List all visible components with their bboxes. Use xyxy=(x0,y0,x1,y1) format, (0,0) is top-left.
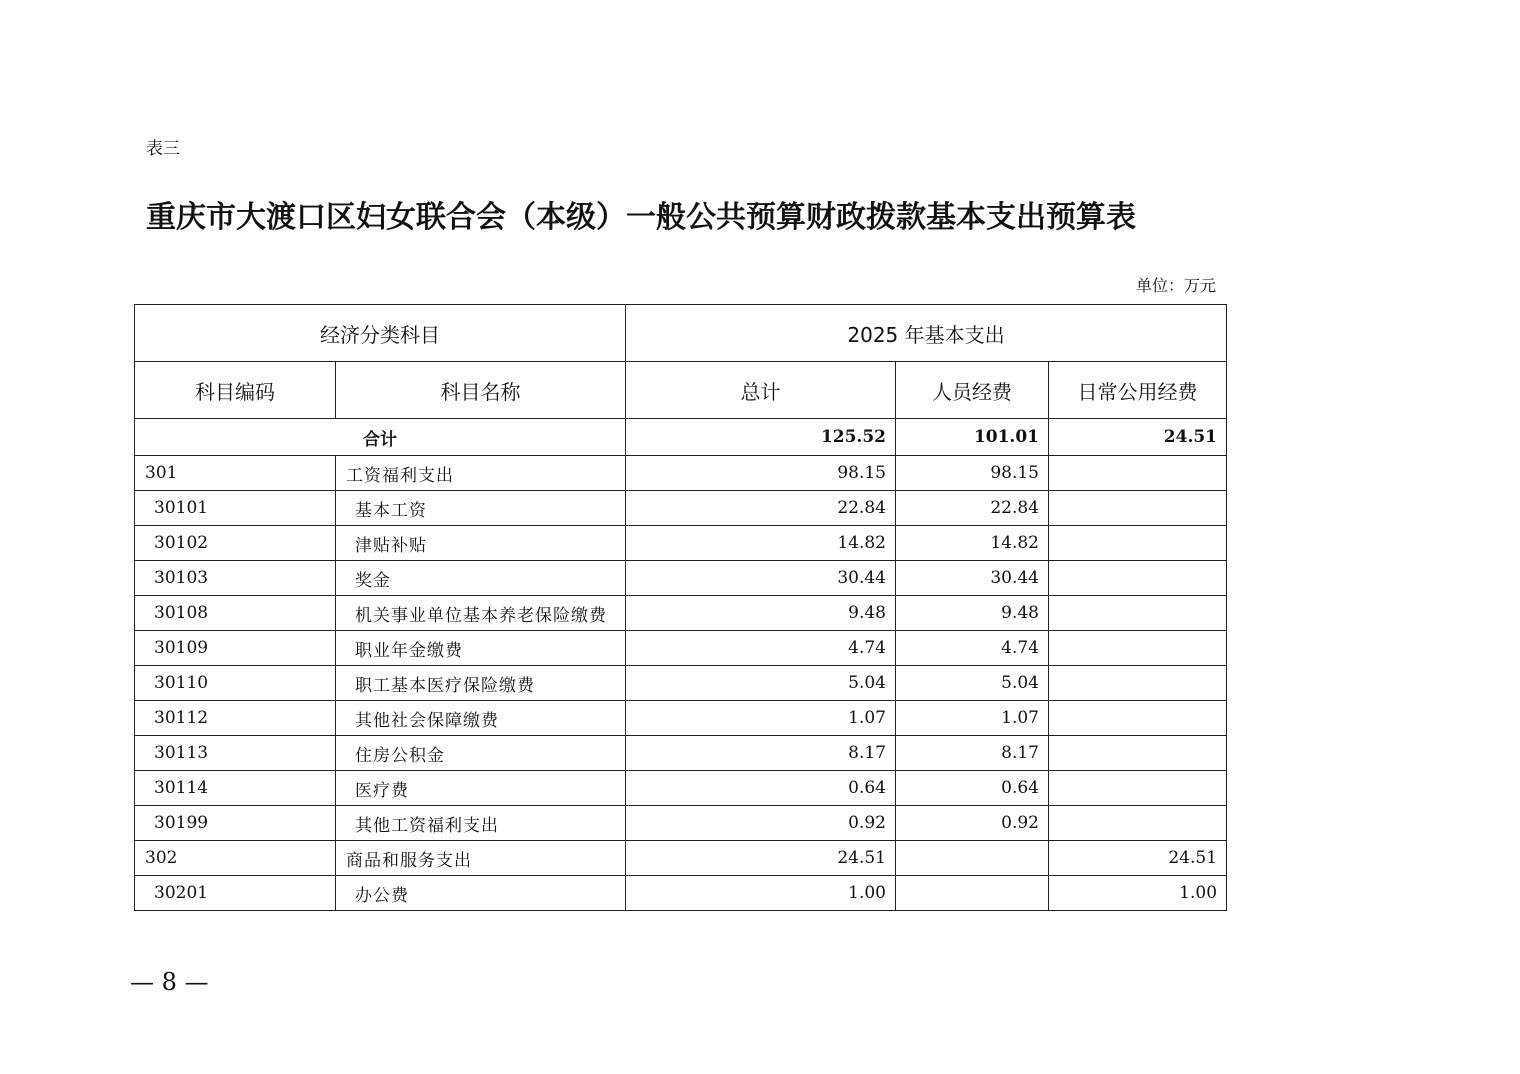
total-public: 24.51 xyxy=(1049,419,1227,456)
table-row xyxy=(135,561,1227,596)
row-name: 津贴补贴 xyxy=(336,526,626,561)
row-personnel: 9.48 xyxy=(896,596,1049,631)
total-total: 125.52 xyxy=(626,419,896,456)
header-basic-expenditure: 2025 年基本支出 xyxy=(626,305,1227,362)
row-name: 其他社会保障缴费 xyxy=(336,701,626,736)
row-total: 5.04 xyxy=(626,666,896,701)
row-total: 0.92 xyxy=(626,806,896,841)
row-total: 9.48 xyxy=(626,596,896,631)
header-total: 总计 xyxy=(626,362,896,419)
row-name: 职工基本医疗保险缴费 xyxy=(336,666,626,701)
row-personnel xyxy=(896,876,1049,911)
table-row xyxy=(135,771,1227,806)
total-personnel: 101.01 xyxy=(896,419,1049,456)
row-personnel: 8.17 xyxy=(896,736,1049,771)
row-code: 30103 xyxy=(135,561,336,596)
row-public xyxy=(1049,771,1227,806)
row-name: 其他工资福利支出 xyxy=(336,806,626,841)
page-title: 重庆市大渡口区妇女联合会（本级）一般公共预算财政拨款基本支出预算表 xyxy=(146,200,1136,235)
row-total: 1.00 xyxy=(626,876,896,911)
table-row xyxy=(135,596,1227,631)
row-public: 1.00 xyxy=(1049,876,1227,911)
row-personnel: 98.15 xyxy=(896,456,1049,491)
row-code: 302 xyxy=(135,841,336,876)
row-public xyxy=(1049,806,1227,841)
unit-label: 单位：万元 xyxy=(1135,276,1216,295)
row-personnel: 1.07 xyxy=(896,701,1049,736)
row-name: 办公费 xyxy=(336,876,626,911)
budget-table xyxy=(134,304,1227,911)
row-personnel: 30.44 xyxy=(896,561,1049,596)
row-code: 30110 xyxy=(135,666,336,701)
row-public xyxy=(1049,491,1227,526)
row-public xyxy=(1049,526,1227,561)
row-total: 98.15 xyxy=(626,456,896,491)
row-name: 商品和服务支出 xyxy=(336,841,626,876)
row-personnel: 0.92 xyxy=(896,806,1049,841)
table-row xyxy=(135,806,1227,841)
page-number: — 8 — xyxy=(130,968,209,996)
header-row-columns xyxy=(135,362,1227,419)
row-code: 30101 xyxy=(135,491,336,526)
row-total: 22.84 xyxy=(626,491,896,526)
row-total: 4.74 xyxy=(626,631,896,666)
row-code: 30199 xyxy=(135,806,336,841)
table-row xyxy=(135,491,1227,526)
row-total: 1.07 xyxy=(626,701,896,736)
row-code: 30113 xyxy=(135,736,336,771)
row-name: 奖金 xyxy=(336,561,626,596)
table-label: 表三 xyxy=(146,139,180,159)
row-total: 14.82 xyxy=(626,526,896,561)
table-row xyxy=(135,666,1227,701)
header-row-group xyxy=(135,305,1227,362)
row-name: 机关事业单位基本养老保险缴费 xyxy=(336,596,626,631)
row-name: 基本工资 xyxy=(336,491,626,526)
row-name: 工资福利支出 xyxy=(336,456,626,491)
row-personnel: 0.64 xyxy=(896,771,1049,806)
row-public: 24.51 xyxy=(1049,841,1227,876)
total-row xyxy=(135,419,1227,456)
table-row xyxy=(135,841,1227,876)
row-total: 8.17 xyxy=(626,736,896,771)
row-name: 医疗费 xyxy=(336,771,626,806)
table-row xyxy=(135,631,1227,666)
row-personnel xyxy=(896,841,1049,876)
row-public xyxy=(1049,631,1227,666)
row-public xyxy=(1049,596,1227,631)
row-total: 0.64 xyxy=(626,771,896,806)
row-personnel: 4.74 xyxy=(896,631,1049,666)
table-row xyxy=(135,701,1227,736)
row-code: 30201 xyxy=(135,876,336,911)
row-total: 24.51 xyxy=(626,841,896,876)
row-name: 职业年金缴费 xyxy=(336,631,626,666)
total-label: 合计 xyxy=(135,419,626,456)
row-public xyxy=(1049,561,1227,596)
row-name: 住房公积金 xyxy=(336,736,626,771)
table-row xyxy=(135,456,1227,491)
row-public xyxy=(1049,456,1227,491)
header-public: 日常公用经费 xyxy=(1049,362,1227,419)
table-row xyxy=(135,736,1227,771)
row-code: 30114 xyxy=(135,771,336,806)
table-row xyxy=(135,526,1227,561)
header-economic-category: 经济分类科目 xyxy=(135,305,626,362)
header-code: 科目编码 xyxy=(135,362,336,419)
row-code: 30102 xyxy=(135,526,336,561)
row-code: 30109 xyxy=(135,631,336,666)
row-personnel: 5.04 xyxy=(896,666,1049,701)
row-public xyxy=(1049,701,1227,736)
row-code: 30112 xyxy=(135,701,336,736)
header-personnel: 人员经费 xyxy=(896,362,1049,419)
table-row xyxy=(135,876,1227,911)
row-personnel: 22.84 xyxy=(896,491,1049,526)
row-public xyxy=(1049,736,1227,771)
row-total: 30.44 xyxy=(626,561,896,596)
row-personnel: 14.82 xyxy=(896,526,1049,561)
header-name: 科目名称 xyxy=(336,362,626,419)
row-code: 301 xyxy=(135,456,336,491)
row-code: 30108 xyxy=(135,596,336,631)
row-public xyxy=(1049,666,1227,701)
